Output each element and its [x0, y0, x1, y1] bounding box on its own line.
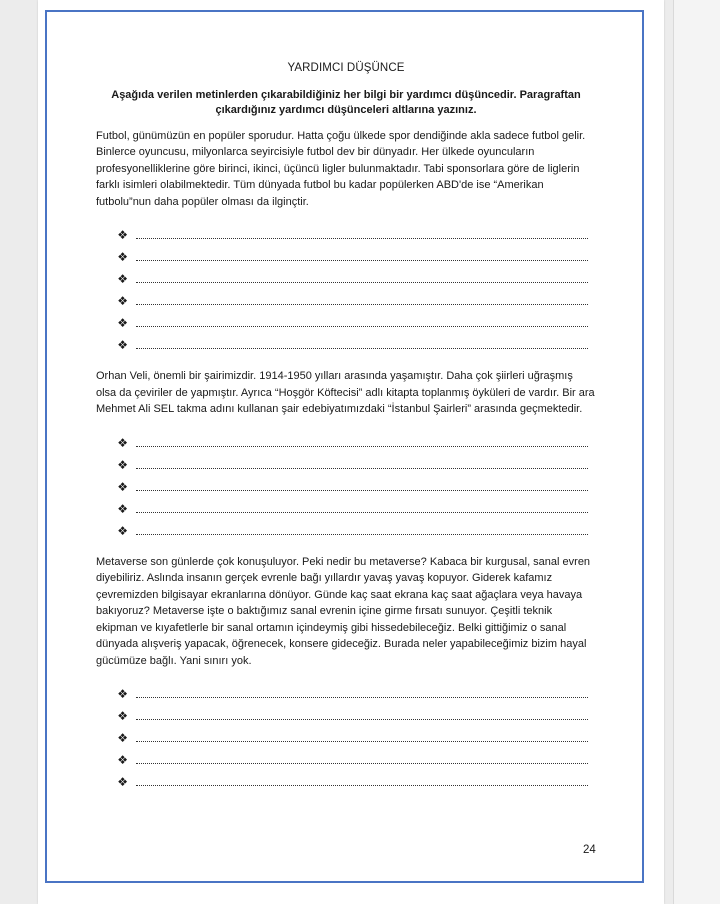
dotted-answer-field[interactable]	[136, 710, 588, 720]
answer-line[interactable]	[96, 679, 596, 701]
answer-lines	[96, 679, 596, 789]
dotted-answer-field[interactable]	[136, 229, 588, 239]
dotted-answer-field[interactable]	[136, 688, 588, 698]
sections-container	[96, 128, 596, 790]
answer-lines	[96, 220, 596, 352]
paragraph-section	[96, 128, 596, 353]
diamond-bullet-icon: ❖	[117, 523, 128, 538]
answer-line[interactable]	[96, 494, 596, 516]
dotted-answer-field[interactable]	[136, 437, 588, 447]
diamond-bullet-icon: ❖	[117, 709, 128, 723]
diamond-bullet-icon: ❖	[117, 338, 128, 352]
diamond-bullet-icon: ❖	[117, 250, 128, 264]
answer-line[interactable]	[96, 516, 596, 538]
dotted-answer-field[interactable]	[136, 317, 588, 327]
answer-line[interactable]	[96, 428, 596, 450]
diamond-bullet-icon: ❖	[117, 731, 128, 745]
paragraph-text: Futbol, günümüzün en popüler sporudur. Hatta çoğu ülkede spor dendiğinde akla sadece futbol gelir. Binlerce oyuncusu, milyonlarca seyircisiyle futbol dev bir dünyadır. Her ülkede oyuncuların profesyonelliklerine göre birinci, ikinci, üçüncü ligler bulunmaktadır. Tabi sponsorlara göre de liglerin farklı isimleri olabilmektedir. Tüm dünyada futbol bu kadar popülerken ABD'de ise “Amerikan futbolu”nun daha popüler olması da ilginçtir.	[96, 129, 586, 208]
answer-line[interactable]	[96, 220, 596, 242]
diamond-bullet-icon: ❖	[117, 435, 128, 450]
instruction-line-2: çıkardığınız yardımcı düşünceleri altlarına yazınız.	[215, 104, 477, 116]
instruction-line-1: Aşağıda verilen metinlerden çıkarabildiğiniz her bilgi bir yardımcı düşüncedir. Paragraftan	[111, 88, 581, 101]
page-title: YARDIMCI DÜŞÜNCE	[287, 62, 405, 74]
diamond-bullet-icon: ❖	[117, 687, 128, 701]
right-gutter	[673, 0, 720, 904]
dotted-answer-field[interactable]	[136, 503, 588, 513]
answer-line[interactable]	[96, 308, 596, 330]
paragraph-text: Metaverse son günlerde çok konuşuluyor. Peki nedir bu metaverse? Kabaca bir kurgusal, sanal evren diyebiliriz. Aslında insanın gerçek evrenle bağı yıllardır yavaş yavaş kopuyor. Giderek kafamız çevremizden bilgisayar ekranlarına dönüyor. Günde kaç saat ekrana kaç saat ağaçlara veya havaya bakıyoruz? Metaverse işte o baktığımız sanal evrenin içine girme fırsatı sunuyor. Çeşitli teknik ekipman ve kıyafetlerle bir sanal ortamın içindeymiş gibi hissedebileceğiz. Belki gittiğimiz o sanal dünyada alışveriş yapacak, öğrenecek, konsere gideceğiz. Burada neler yapabileceğimiz bizim hayal gücümüze bağlı. Yani sınırı yok.	[96, 555, 591, 667]
answer-line[interactable]	[96, 286, 596, 308]
dotted-answer-field[interactable]	[136, 273, 588, 283]
page-content	[96, 60, 596, 805]
dotted-answer-field[interactable]	[136, 481, 588, 491]
answer-line[interactable]	[96, 242, 596, 264]
paragraph-section	[96, 554, 596, 790]
diamond-bullet-icon: ❖	[117, 457, 128, 472]
diamond-bullet-icon: ❖	[117, 294, 128, 308]
answer-line[interactable]	[96, 450, 596, 472]
diamond-bullet-icon: ❖	[117, 228, 128, 242]
dotted-answer-field[interactable]	[136, 776, 588, 786]
dotted-answer-field[interactable]	[136, 459, 588, 469]
answer-lines	[96, 428, 596, 538]
diamond-bullet-icon: ❖	[117, 479, 128, 494]
diamond-bullet-icon: ❖	[117, 753, 128, 767]
answer-line[interactable]	[96, 264, 596, 286]
page-number: 24	[583, 844, 596, 856]
diamond-bullet-icon: ❖	[117, 272, 128, 286]
answer-line[interactable]	[96, 723, 596, 745]
answer-line[interactable]	[96, 701, 596, 723]
dotted-answer-field[interactable]	[136, 295, 588, 305]
answer-line[interactable]	[96, 330, 596, 352]
answer-line[interactable]	[96, 745, 596, 767]
diamond-bullet-icon: ❖	[117, 316, 128, 330]
diamond-bullet-icon: ❖	[117, 501, 128, 516]
dotted-answer-field[interactable]	[136, 525, 588, 535]
dotted-answer-field[interactable]	[136, 732, 588, 742]
instruction-text	[96, 88, 596, 119]
dotted-answer-field[interactable]	[136, 754, 588, 764]
answer-line[interactable]	[96, 767, 596, 789]
paragraph-text: Orhan Veli, önemli bir şairimizdir. 1914-1950 yılları arasında yaşamıştır. Daha çok şiirleri uğraşmış olsa da çeviriler de yapmıştır. Ayrıca “Hoşgör Köftecisi” adlı kitapta toplanmış öyküleri de vardır. Bir ara Mehmet Ali SEL takma adını kullanan şair edebiyatımızdaki “İstanbul Şairleri” arasında geçmektedir.	[96, 370, 595, 415]
diamond-bullet-icon: ❖	[117, 775, 128, 789]
paragraph-section	[96, 368, 596, 538]
dotted-answer-field[interactable]	[136, 339, 588, 349]
answer-line[interactable]	[96, 472, 596, 494]
dotted-answer-field[interactable]	[136, 251, 588, 261]
